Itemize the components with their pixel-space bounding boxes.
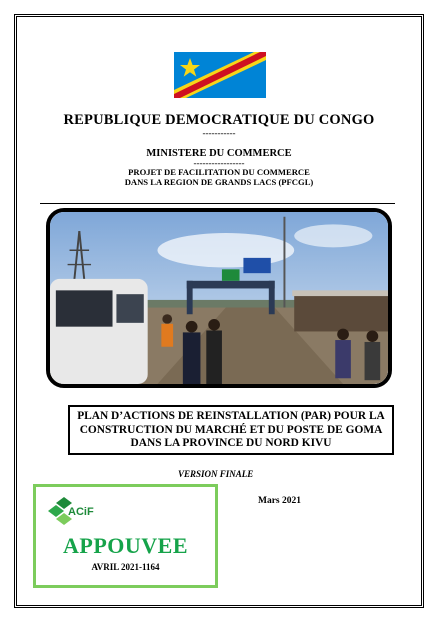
- separator: -----------------: [193, 158, 245, 168]
- ministry-name: MINISTERE DU COMMERCE: [146, 148, 292, 159]
- project-line-1: PROJET DE FACILITATION DU COMMERCE: [128, 167, 310, 177]
- approved-label: APPOUVEE: [63, 533, 188, 558]
- acif-logo-icon: [42, 493, 94, 533]
- report-title-line-3: DANS LA PROVINCE DU NORD KIVU: [130, 437, 332, 449]
- ministry-block: [14, 148, 424, 168]
- version-label: VERSION FINALE: [178, 469, 254, 479]
- report-date: Mars 2021: [258, 496, 302, 506]
- project-line-2: DANS LA REGION DE GRANDS LACS (PFCGL): [124, 177, 314, 187]
- border-crossing-photo: [46, 208, 392, 388]
- report-title-line-1: PLAN D’ACTIONS DE REINSTALLATION (PAR) POUR LA: [77, 410, 385, 422]
- approval-reference: AVRIL 2021-1164: [91, 562, 160, 572]
- approval-stamp: [33, 484, 218, 588]
- project-name: [14, 167, 424, 187]
- report-title-line-2: CONSTRUCTION DU MARCHÉ ET DU POSTE DE GOMA: [79, 423, 383, 436]
- country-title: [14, 112, 424, 138]
- divider: [40, 203, 395, 204]
- drc-flag-icon: [174, 52, 266, 98]
- country-name: REPUBLIQUE DEMOCRATIQUE DU CONGO: [63, 112, 375, 128]
- report-title-box: [68, 405, 394, 455]
- separator: -----------: [202, 128, 236, 138]
- logo-text: ACiF: [68, 506, 94, 518]
